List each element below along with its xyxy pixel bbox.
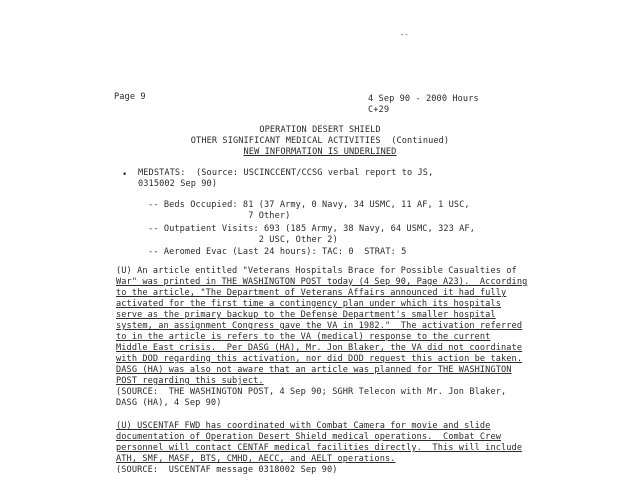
doc-subtitle: OTHER SIGNIFICANT MEDICAL ACTIVITIES (Continued) (190, 136, 450, 146)
page-label: Page 9 (114, 92, 146, 102)
article-line: with DOD regarding this activation, nor did DOD request this action be taken. (116, 354, 523, 364)
beds-occupied: -- Beds Occupied: 81 (37 Army, 0 Navy, 34 USMC, 11 AF, 1 USC, (148, 200, 470, 210)
article-line: DASG (HA) was also not aware that an article was planned for THE WASHINGTON (116, 365, 512, 375)
article-line: activated for the first time a contingency plan under which its hospitals (116, 299, 501, 309)
article-source: (SOURCE: THE WASHINGTON POST, 4 Sep 90; SGHR Telecon with Mr. Jon Blaker, (116, 387, 507, 397)
article-line: War" was printed in THE WASHINGTON POST today (4 Sep 90, Page A23). According (116, 277, 528, 287)
outpatient-visits-cont: 2 USC, Other 2) (148, 235, 338, 245)
article-line: to in the article is refers to the VA (medical) response to the current (116, 332, 491, 342)
medstats-source: 0315002 Sep 90) (138, 179, 218, 189)
usaf-line: (U) USCENTAF FWD has coordinated with Combat Camera for movie and slide (116, 421, 491, 431)
usaf-source: (SOURCE: USCENTAF message 0318002 Sep 90) (116, 465, 338, 475)
aeromed-evac: -- Aeromed Evac (Last 24 hours): TAC: 0 STRAT: 5 (148, 247, 407, 257)
article-source-cont: DASG (HA), 4 Sep 90) (116, 398, 222, 408)
article-line: Middle East crisis. Per DASG (HA), Mr. Jon Blaker, the VA did not coordinate (116, 343, 523, 353)
outpatient-visits: -- Outpatient Visits: 693 (185 Army, 38 Navy, 64 USMC, 323 AF, (148, 224, 475, 234)
article-line: system, an assignment Congress gave the VA in 1982." The activation referred (116, 321, 523, 331)
report-datetime: 4 Sep 90 - 2000 Hours (368, 94, 479, 104)
report-code: C+29 (368, 105, 390, 115)
usaf-line: documentation of Operation Desert Shield medical operations. Combat Crew (116, 432, 501, 442)
usaf-line: personnel will contact CENTAF medical facilities directly. This will include (116, 443, 523, 453)
article-line: to the article, "The Department of Veterans Affairs announced it had fully (116, 288, 507, 298)
beds-occupied-cont: 7 Other) (148, 211, 291, 221)
medstats-heading: MEDSTATS: (Source: USCINCCENT/CCSG verbal report to JS, (138, 168, 434, 178)
usaf-line: ATH, SMF, MASF, BTS, CMHD, AECC, and AELT operations. (116, 454, 396, 464)
article-line: POST regarding this subject. (116, 376, 264, 386)
article-line: serve as the primary backup to the Defense Department's smaller hospital (116, 310, 496, 320)
corner-mark: -- (400, 31, 409, 39)
underline-notice: NEW INFORMATION IS UNDERLINED (243, 147, 397, 157)
medstats-bullet: • (122, 170, 128, 180)
article-line: (U) An article entitled "Veterans Hospitals Brace for Possible Casualties of (116, 266, 517, 276)
doc-title: OPERATION DESERT SHIELD (259, 125, 381, 135)
